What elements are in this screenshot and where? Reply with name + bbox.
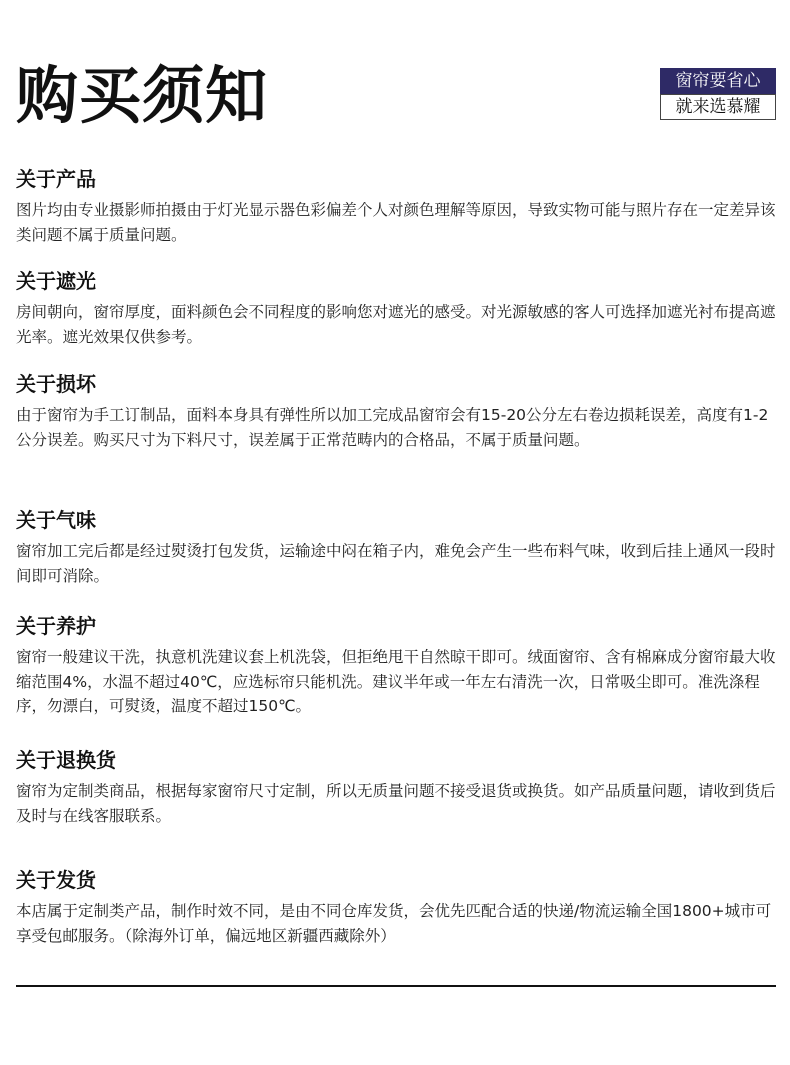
section-heading: 关于产品: [16, 167, 96, 191]
section-body: 房间朝向，窗帘厚度，面料颜色会不同程度的影响您对遮光的感受。对光源敏感的客人可选择加遮光衬布提高遮光率。遮光效果仅供参考。: [16, 303, 776, 346]
section-light-blocking: [16, 268, 776, 349]
bottom-divider: [16, 985, 776, 987]
section-heading: 关于退换货: [16, 748, 116, 772]
section-body: 窗帘加工完后都是经过熨烫打包发货，运输途中闷在箱子内，难免会产生一些布料气味，收到后挂上通风一段时间即可消除。: [16, 542, 776, 585]
section-body: 图片均由专业摄影师拍摄由于灯光显示器色彩偏差个人对颜色理解等原因，导致实物可能与照片存在一定差异该类问题不属于质量问题。: [16, 201, 776, 244]
section-heading: 关于发货: [16, 868, 96, 892]
section-body: 由于窗帘为手工订制品，面料本身具有弹性所以加工完成品窗帘会有15-20公分左右卷边损耗误差，高度有1-2公分误差。购买尺寸为下料尺寸，误差属于正常范畴内的合格品，不属于质量问题。: [16, 406, 769, 449]
section-product: [16, 166, 776, 247]
section-body: 本店属于定制类产品，制作时效不同，是由不同仓库发货，会优先匹配合适的快递/物流运输全国1800+城市可享受包邮服务。（除海外订单，偏远地区新疆西藏除外）: [16, 902, 772, 945]
section-body: 窗帘为定制类商品，根据每家窗帘尺寸定制，所以无质量问题不接受退货或换货。如产品质量问题，请收到货后及时与在线客服联系。: [16, 782, 776, 825]
section-odor: [16, 507, 776, 588]
section-shipping: [16, 867, 776, 948]
section-heading: 关于损坏: [16, 372, 96, 396]
brand-badge: [660, 68, 776, 120]
section-returns: [16, 747, 776, 828]
badge-slogan-line1: 窗帘要省心: [660, 68, 776, 94]
section-heading: 关于气味: [16, 508, 96, 532]
badge-slogan-line2: 就来选慕耀: [660, 94, 776, 120]
section-body: 窗帘一般建议干洗，执意机洗建议套上机洗袋，但拒绝甩干自然晾干即可。绒面窗帘、含有棉麻成分窗帘最大收缩范围4%，水温不超过40℃，应选标帘只能机洗。建议半年或一年左右清洗一次，日常吸尘即可。准洗涤程序，勿漂白，可熨烫，温度不超过150℃。: [16, 648, 776, 715]
section-care: [16, 613, 776, 719]
section-heading: 关于养护: [16, 614, 96, 638]
section-damage: [16, 371, 776, 452]
section-heading: 关于遮光: [16, 269, 96, 293]
page-title: 购买须知: [16, 59, 269, 132]
